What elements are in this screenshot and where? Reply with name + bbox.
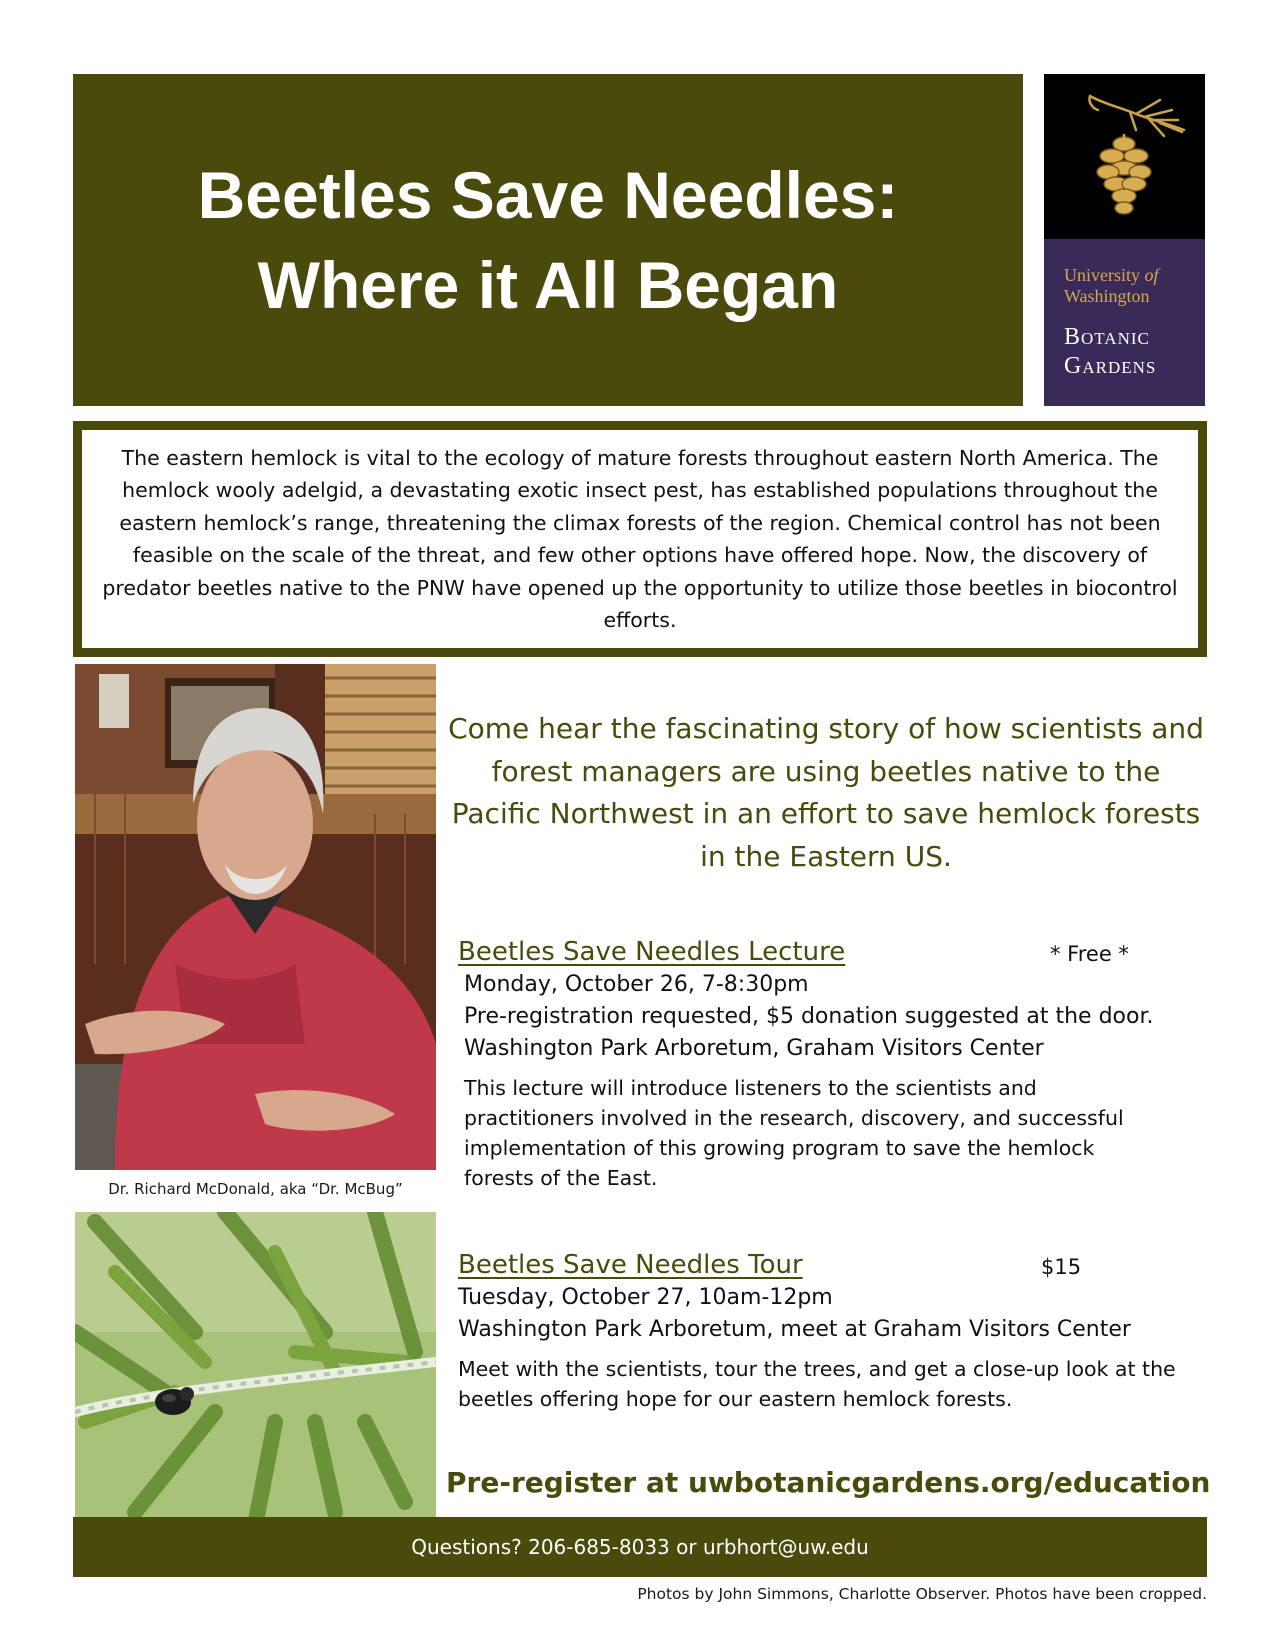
pinecone-branch-icon: [1044, 74, 1205, 239]
lecture-date: Monday, October 26, 7-8:30pm: [464, 972, 809, 997]
lead-paragraph: Come hear the fascinating story of how scientists and forest managers are using beetles native to the Pacific Northwest in an effort to save hemlock forests in the Eastern US.: [448, 712, 1204, 873]
tour-description: Meet with the scientists, tour the trees, and get a close-up look at the beetles offering hope for our eastern hemlock forests.: [458, 1357, 1176, 1411]
intro-box: [73, 421, 1207, 657]
title-banner: [73, 74, 1023, 406]
photo-dr-mcdonald: [75, 664, 436, 1170]
tour-event: [458, 1248, 1208, 1414]
footer-contact[interactable]: Questions? 206-685-8033 or urbhort@uw.edu: [411, 1535, 869, 1559]
lecture-location: Washington Park Arboretum, Graham Visitors Center: [464, 1036, 1044, 1061]
uw-botanic-gardens-logo: [1044, 74, 1205, 406]
title-line-1: Beetles Save Needles:: [197, 158, 899, 232]
register-link[interactable]: Pre-register at uwbotanicgardens.org/education: [446, 1466, 1211, 1499]
intro-text: The eastern hemlock is vital to the ecology of mature forests throughout eastern North America. The hemlock wooly adelgid, a devastating exotic insect pest, has established populations throughout the eastern hemlock’s range, threatening the climax forests of the region. Chemical control has not been feasible on the scale of the threat, and few other options have offered hope. Now, the discovery of predator beetles native to the PNW have opened up the opportunity to utilize those beetles in biocontrol efforts.: [102, 445, 1178, 632]
logo-botanic-gardens-text: Botanic Gardens: [1064, 324, 1157, 379]
logo-wordmark: [1044, 239, 1205, 406]
lecture-heading: Beetles Save Needles Lecture: [458, 937, 846, 967]
lecture-event: [458, 935, 1208, 1193]
footer-bar: [73, 1517, 1207, 1577]
logo-emblem: [1044, 74, 1205, 239]
lecture-price: * Free *: [1050, 942, 1129, 966]
photo-credit: Photos by John Simmons, Charlotte Observer. Photos have been cropped.: [637, 1585, 1207, 1603]
photo-beetle-on-hemlock: [75, 1212, 436, 1526]
person-photo-illustration: [75, 664, 436, 1170]
tour-price: $15: [1041, 1255, 1082, 1279]
title-line-2: Where it All Began: [257, 248, 839, 322]
beetle-photo-illustration: [75, 1212, 436, 1526]
tour-location: Washington Park Arboretum, meet at Graham Visitors Center: [458, 1317, 1131, 1342]
photo-caption: Dr. Richard McDonald, aka “Dr. McBug”: [108, 1180, 403, 1198]
tour-date: Tuesday, October 27, 10am-12pm: [458, 1285, 833, 1310]
logo-university-text: University of Washington: [1064, 265, 1159, 306]
tour-heading: Beetles Save Needles Tour: [458, 1250, 803, 1280]
lecture-registration: Pre-registration requested, $5 donation suggested at the door.: [464, 1004, 1154, 1029]
lecture-details: [458, 969, 1208, 1065]
lecture-description: This lecture will introduce listeners to the scientists and practitioners involved in the research, discovery, and successful implementation of this growing program to save the hemlock forests of the East.: [464, 1076, 1124, 1190]
